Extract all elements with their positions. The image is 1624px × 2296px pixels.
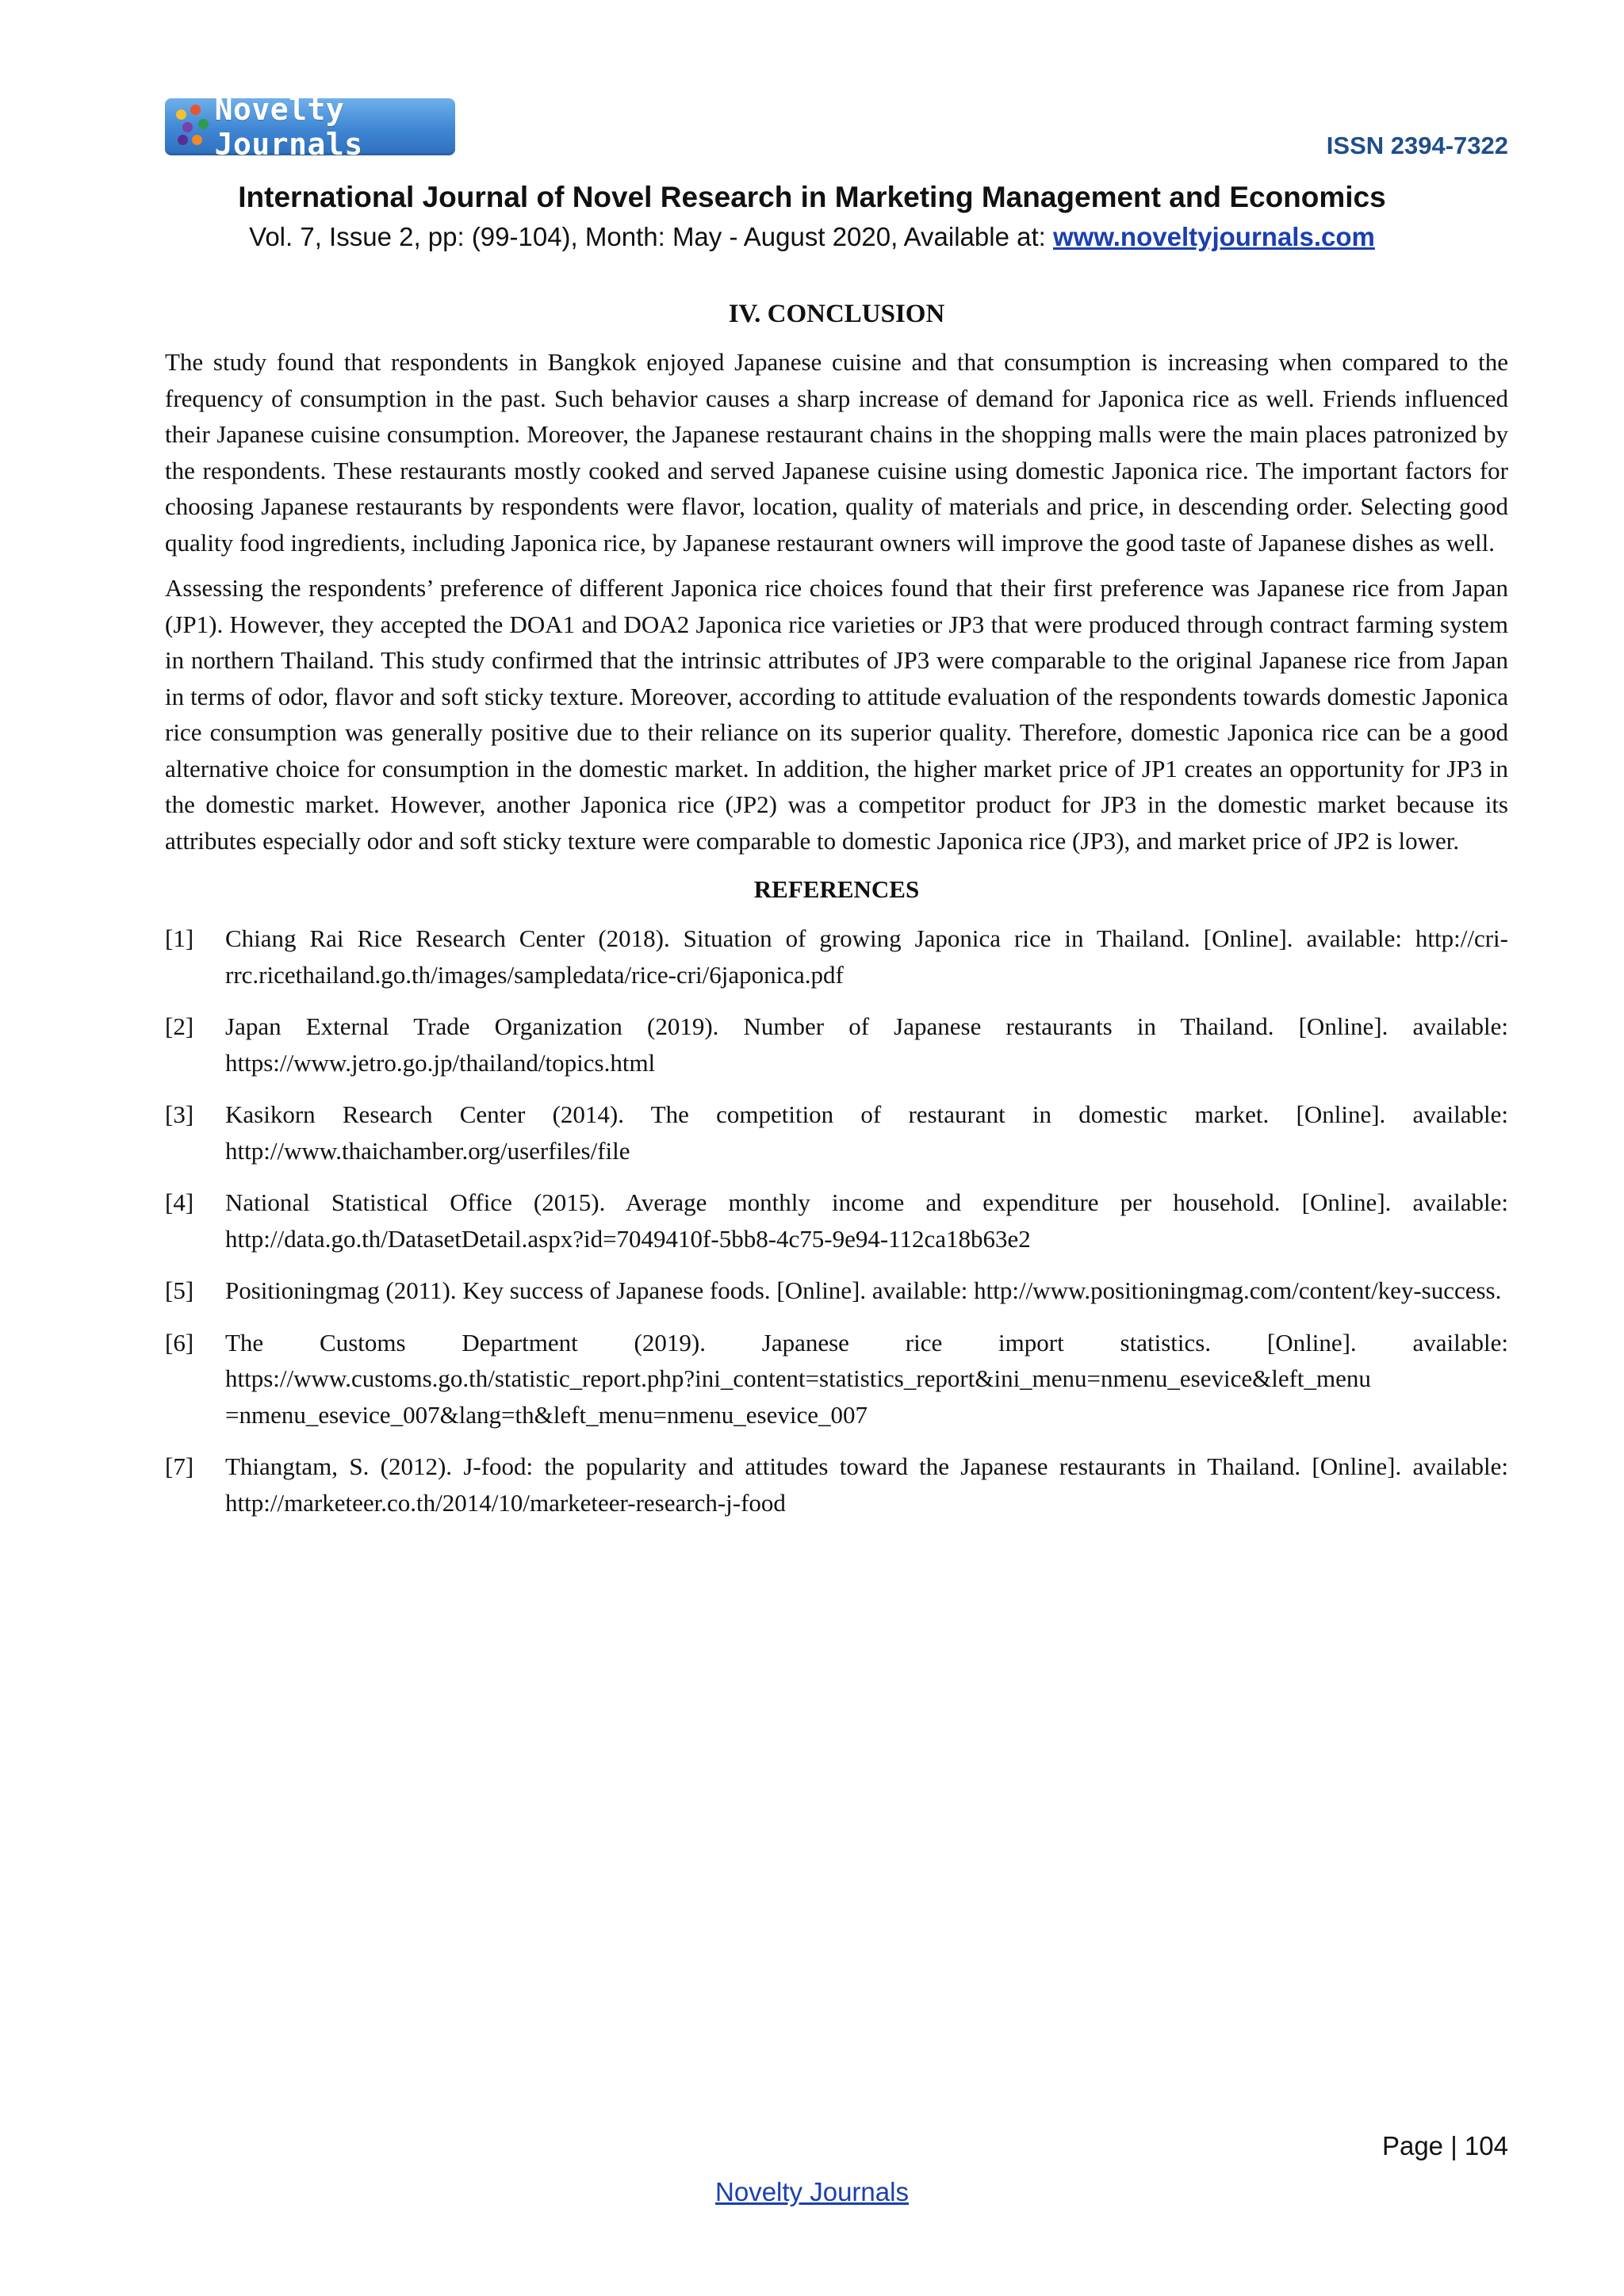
reference-number: [4]: [165, 1188, 194, 1216]
reference-number: [2]: [165, 1012, 194, 1040]
issn-label: ISSN 2394-7322: [1326, 132, 1508, 159]
footer-link[interactable]: Novelty Journals: [715, 2177, 909, 2206]
journal-title: International Journal of Novel Research in Marketing Management and Economics: [238, 181, 1386, 213]
footer: [0, 2177, 1624, 2207]
reference-number: [3]: [165, 1100, 194, 1128]
reference-item: [165, 1325, 1508, 1433]
reference-text: The Customs Department (2019). Japanese rice import statistics. [Online]. available: https://www.customs.go.th/statistic_report.php?ini_content=statistics_report&ini_menu=nmenu_esevice&left_menu =nmenu_esevice_007&lang=th&left_menu=nmenu_esevice_007: [225, 1328, 1508, 1429]
reference-number: [7]: [165, 1452, 194, 1480]
reference-item: [165, 1096, 1508, 1169]
paragraph: Assessing the respondents’ preference of different Japonica rice choices found that their first preference was Japanese rice from Japan (JP1). However, they accepted the DOA1 and DOA2 Japonica rice varieties or JP3 that were produced through contract farming system in northern Thailand. This study confirmed that the intrinsic attributes of JP3 were comparable to the original Japanese rice from Japan in terms of odor, flavor and soft sticky texture. Moreover, according to attitude evaluation of the respondents towards domestic Japonica rice consumption was generally positive due to their reliance on its superior quality. Therefore, domestic Japonica rice can be a good alternative choice for consumption in the domestic market. In addition, the higher market price of JP1 creates an opportunity for JP3 in the domestic market. However, another Japonica rice (JP2) was a competitor product for JP3 in the domestic market because its attributes especially odor and soft sticky texture were comparable to domestic Japonica rice (JP3), and market price of JP2 is lower.: [165, 574, 1508, 855]
molecule-icon: [173, 103, 212, 151]
reference-item: [165, 1184, 1508, 1257]
reference-text: Chiang Rai Rice Research Center (2018). Situation of growing Japonica rice in Thailand. [Online]. available: http://cri- rrc.ricethailand.go.th/images/sampledata/rice-cri/6japonica.pdf: [225, 924, 1508, 989]
issue-info: [0, 222, 1624, 252]
reference-text: Thiangtam, S. (2012). J-food: the popularity and attitudes toward the Japanese restaurants in Thailand. [Online]. available: http://marketeer.co.th/2014/10/marketeer-research-j-food: [225, 1452, 1508, 1517]
reference-item: [165, 920, 1508, 993]
reference-text: National Statistical Office (2015). Average monthly income and expenditure per household. [Online]. available: http://data.go.th/DatasetDetail.aspx?id=7049410f-5bb8-4c75-9e94-112ca18b63e2: [225, 1188, 1508, 1253]
page-number: Page | 104: [1381, 2131, 1508, 2160]
issue-info-text: Vol. 7, Issue 2, pp: (99-104), Month: May - August 2020, Available at:: [249, 222, 1053, 251]
article-body: [165, 295, 1508, 1536]
reference-item: [165, 1272, 1508, 1309]
section-heading: IV. CONCLUSION: [728, 300, 945, 328]
reference-text: Kasikorn Research Center (2014). The competition of restaurant in domestic market. [Online]. available: http://www.thaichamber.org/userfiles/file: [225, 1100, 1508, 1165]
reference-number: [5]: [165, 1276, 194, 1304]
reference-number: [6]: [165, 1328, 194, 1357]
paragraph: The study found that respondents in Bangkok enjoyed Japanese cuisine and that consumption is increasing when compared to the frequency of consumption in the past. Such behavior causes a sharp increase of demand for Japonica rice as well. Friends influenced their Japanese cuisine consumption. Moreover, the Japanese restaurant chains in the shopping malls were the main places patronized by the respondents. These restaurants mostly cooked and served Japanese cuisine using domestic Japonica rice. The important factors for choosing Japanese restaurants by respondents were flavor, location, quality of materials and price, in descending order. Selecting good quality food ingredients, including Japonica rice, by Japanese restaurant owners will improve the good taste of Japanese dishes as well.: [165, 348, 1508, 557]
reference-text: Positioningmag (2011). Key success of Japanese foods. [Online]. available: http://www.positioningmag.com/content/key-success.: [225, 1276, 1502, 1304]
novelty-journals-logo: [165, 92, 455, 162]
reference-text: Japan External Trade Organization (2019). Number of Japanese restaurants in Thailand. [Online]. available: https://www.jetro.go.jp/thailand/topics.html: [225, 1012, 1508, 1077]
references-heading: REFERENCES: [753, 875, 920, 903]
reference-number: [1]: [165, 924, 194, 952]
reference-item: [165, 1008, 1508, 1081]
reference-item: [165, 1448, 1508, 1521]
logo-text: Novelty Journals: [214, 92, 363, 162]
journal-website-link[interactable]: www.noveltyjournals.com: [1052, 222, 1375, 251]
